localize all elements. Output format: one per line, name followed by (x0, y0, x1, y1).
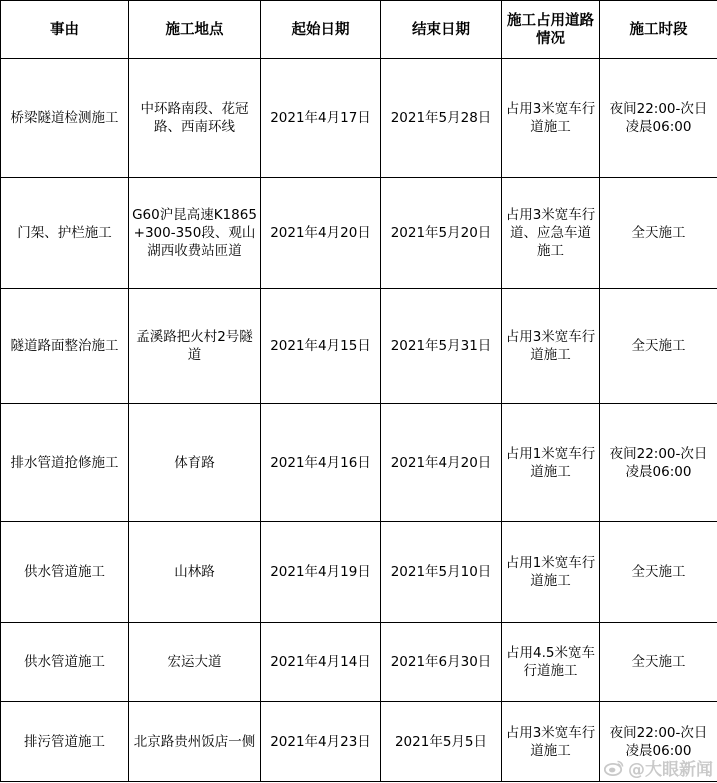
cell-event: 隧道路面整治施工 (1, 289, 129, 404)
table-row (1, 702, 717, 782)
cell-time-period: 全天施工 (600, 178, 717, 289)
table-row (1, 522, 717, 623)
cell-location: 中环路南段、花冠路、西南环线 (129, 59, 261, 178)
cell-start-date: 2021年4月17日 (261, 59, 381, 178)
cell-start-date: 2021年4月20日 (261, 178, 381, 289)
header-start-date: 起始日期 (261, 1, 381, 59)
cell-road-usage: 占用4.5米宽车行道施工 (502, 623, 600, 702)
cell-start-date: 2021年4月15日 (261, 289, 381, 404)
cell-time-period: 夜间22:00-次日凌晨06:00 (600, 59, 717, 178)
cell-event: 排水管道抢修施工 (1, 404, 129, 522)
cell-end-date: 2021年5月20日 (381, 178, 502, 289)
table-row (1, 289, 717, 404)
cell-location: 体育路 (129, 404, 261, 522)
cell-event: 桥梁隧道检测施工 (1, 59, 129, 178)
watermark-text: @大眼新闻 (628, 760, 713, 780)
table-row (1, 59, 717, 178)
cell-end-date: 2021年4月20日 (381, 404, 502, 522)
header-time-period: 施工时段 (600, 1, 717, 59)
cell-location: 宏运大道 (129, 623, 261, 702)
table-row (1, 404, 717, 522)
cell-event: 供水管道施工 (1, 522, 129, 623)
cell-location: 孟溪路把火村2号隧道 (129, 289, 261, 404)
cell-end-date: 2021年6月30日 (381, 623, 502, 702)
header-event: 事由 (1, 1, 129, 59)
cell-time-period: 夜间22:00-次日凌晨06:00 (600, 404, 717, 522)
cell-time-period: 全天施工 (600, 522, 717, 623)
header-location: 施工地点 (129, 1, 261, 59)
cell-road-usage: 占用3米宽车行道施工 (502, 702, 600, 782)
cell-location: 北京路贵州饭店一侧 (129, 702, 261, 782)
cell-road-usage: 占用3米宽车行道施工 (502, 289, 600, 404)
cell-start-date: 2021年4月23日 (261, 702, 381, 782)
header-road-usage: 施工占用道路情况 (502, 1, 600, 59)
cell-event: 供水管道施工 (1, 623, 129, 702)
cell-location: 山林路 (129, 522, 261, 623)
header-end-date: 结束日期 (381, 1, 502, 59)
cell-location: G60沪昆高速K1865+300-350段、观山湖西收费站匝道 (129, 178, 261, 289)
cell-end-date: 2021年5月31日 (381, 289, 502, 404)
table-row (1, 178, 717, 289)
cell-time-period: 夜间22:00-次日凌晨06:00 (600, 702, 717, 782)
table-row (1, 623, 717, 702)
cell-time-period: 全天施工 (600, 289, 717, 404)
cell-event: 排污管道施工 (1, 702, 129, 782)
cell-end-date: 2021年5月28日 (381, 59, 502, 178)
cell-time-period: 全天施工 (600, 623, 717, 702)
cell-event: 门架、护栏施工 (1, 178, 129, 289)
cell-start-date: 2021年4月19日 (261, 522, 381, 623)
cell-road-usage: 占用1米宽车行道施工 (502, 404, 600, 522)
cell-start-date: 2021年4月16日 (261, 404, 381, 522)
cell-road-usage: 占用3米宽车行道施工 (502, 59, 600, 178)
cell-start-date: 2021年4月14日 (261, 623, 381, 702)
cell-end-date: 2021年5月10日 (381, 522, 502, 623)
cell-road-usage: 占用1米宽车行道施工 (502, 522, 600, 623)
table-header-row (1, 1, 717, 59)
cell-end-date: 2021年5月5日 (381, 702, 502, 782)
cell-road-usage: 占用3米宽车行道、应急车道施工 (502, 178, 600, 289)
